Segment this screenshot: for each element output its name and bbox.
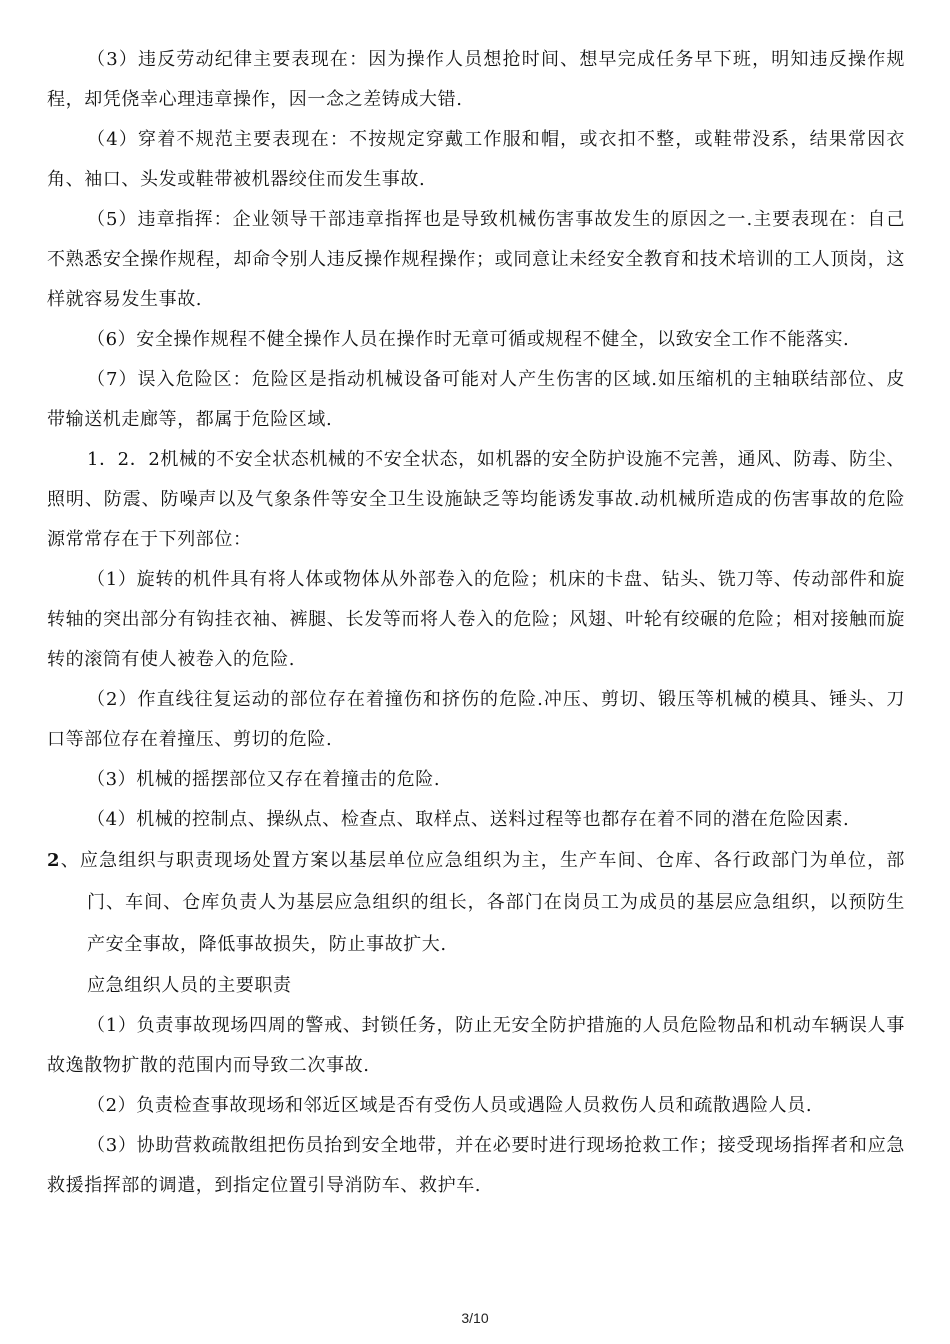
section-emergency-organization [47, 840, 905, 966]
paragraph-danger-zone: （7）误入危险区：危险区是指动机械设备可能对人产生伤害的区域.如压缩机的主轴联结部位、皮带输送机走廊等，都属于危险区域. [47, 369, 905, 430]
section-number: 2 [47, 850, 61, 871]
paragraph-unsafe-state: 1．2．2机械的不安全状态机械的不安全状态，如机器的安全防护设施不完善，通风、防毒、防尘、照明、防震、防噪声以及气象条件等安全卫生设施缺乏等均能诱发事故.动机械所造成的伤害事故的危险源常常存在于下列部位： [47, 449, 905, 550]
section-text: 、应急组织与职责现场处置方案以基层单位应急组织为主，生产车间、仓库、各行政部门为单位，部门、车间、仓库负责人为基层应急组织的组长，各部门在岗员工为成员的基层应急组织，以预防生产安全事故，降低事故损失，防止事故扩大. [60, 850, 905, 955]
paragraph-reciprocating-parts: （2）作直线往复运动的部位存在着撞伤和挤伤的危险.冲压、剪切、锻压等机械的模具、锤头、刀口等部位存在着撞压、剪切的危险. [47, 689, 905, 750]
document-page [47, 40, 905, 1206]
duties-title: 应急组织人员的主要职责 [87, 975, 292, 996]
paragraph-rotating-parts: （1）旋转的机件具有将人体或物体从外部卷入的危险；机床的卡盘、钻头、铣刀等、传动部件和旋转轴的突出部分有钩挂衣袖、裤腿、长发等而将人卷入的危险；风翅、叶轮有绞碾的危险；相对接触而旋转的滚筒有使人被卷入的危险. [47, 569, 905, 670]
paragraph-illegal-command: （5）违章指挥：企业领导干部违章指挥也是导致机械伤害事故发生的原因之一.主要表现在：自己不熟悉安全操作规程，却命令别人违反操作规程操作；或同意让未经安全教育和技术培训的工人顶岗，这样就容易发生事故. [47, 209, 905, 310]
duty-item: （1）负责事故现场四周的警戒、封锁任务，防止无安全防护措施的人员危险物品和机动车辆误人事故逸散物扩散的范围内而导致二次事故. [47, 1015, 905, 1076]
paragraph-dress-code: （4）穿着不规范主要表现在：不按规定穿戴工作服和帽，或衣扣不整，或鞋带没系，结果常因衣角、袖口、头发或鞋带被机器绞住而发生事故. [47, 129, 905, 190]
duty-item: （3）协助营救疏散组把伤员抬到安全地带，并在必要时进行现场抢救工作；接受现场指挥者和应急救援指挥部的调遣，到指定位置引导消防车、救护车. [47, 1135, 905, 1196]
paragraph-labor-discipline: （3）违反劳动纪律主要表现在：因为操作人员想抢时间、想早完成任务早下班，明知违反操作规程，却凭侥幸心理违章操作，因一念之差铸成大错. [47, 49, 905, 110]
paragraph-control-points: （4）机械的控制点、操纵点、检查点、取样点、送料过程等也都存在着不同的潜在危险因素. [87, 809, 850, 830]
page-number: 3/10 [461, 1310, 489, 1326]
paragraph-operating-rules: （6）安全操作规程不健全操作人员在操作时无章可循或规程不健全，以致安全工作不能落实. [87, 329, 850, 350]
paragraph-swinging-parts: （3）机械的摇摆部位又存在着撞击的危险. [87, 769, 441, 790]
duty-item: （2）负责检查事故现场和邻近区域是否有受伤人员或遇险人员救伤人员和疏散遇险人员. [87, 1095, 813, 1116]
